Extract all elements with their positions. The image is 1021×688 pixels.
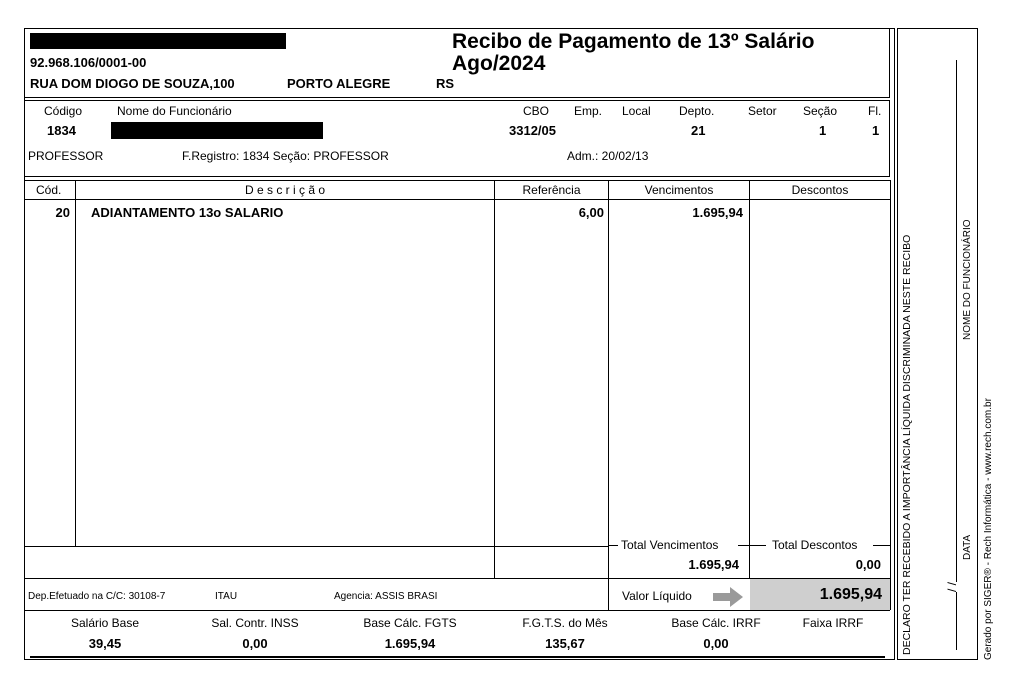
header-cod: Cód.: [36, 183, 62, 197]
employee-secao: 1: [819, 123, 827, 138]
redacted-employee-name: [111, 122, 323, 139]
col-line-5: [890, 180, 891, 610]
base-label-faixa: Faixa IRRF: [802, 616, 864, 630]
declaration-text: DECLARO TER RECEBIDO A IMPORTÂNCIA LÍQUIDA DISCRIMINADA NESTE RECIBO: [901, 234, 913, 655]
company-city: PORTO ALEGRE: [287, 76, 391, 91]
table-bottom-line: [24, 546, 609, 547]
base-label-salario: Salário Base: [70, 616, 140, 630]
label-nome: Nome do Funcionário: [117, 104, 232, 118]
employee-code: 1834: [47, 123, 76, 138]
row-descricao: ADIANTAMENTO 13o SALARIO: [91, 205, 284, 220]
base-value-fgts-mes: 135,67: [545, 636, 585, 651]
row-cod: 20: [55, 205, 70, 220]
employee-admissao: Adm.: 20/02/13: [567, 149, 649, 163]
bases-top-line: [24, 610, 890, 611]
header-descontos: Descontos: [791, 183, 849, 197]
label-setor: Setor: [748, 104, 777, 118]
receipt-period: Ago/2024: [452, 52, 546, 75]
header-descricao: D e s c r i ç ã o: [244, 183, 326, 197]
signature-line: [956, 60, 957, 650]
company-cnpj: 92.968.106/0001-00: [30, 55, 147, 70]
label-codigo: Código: [44, 104, 83, 118]
col-line-4: [749, 180, 750, 578]
employee-depto: 21: [691, 123, 706, 138]
header-vencimentos: Vencimentos: [644, 183, 714, 197]
base-label-inss: Sal. Contr. INSS: [211, 616, 299, 630]
row-referencia: 6,00: [578, 205, 604, 220]
company-address: RUA DOM DIOGO DE SOUZA,100: [30, 76, 235, 91]
totals-line-left: [608, 545, 618, 546]
total-vencimentos-value: 1.695,94: [688, 557, 739, 572]
col-line-2: [494, 180, 495, 578]
deposit-agency: Agencia: ASSIS BRASI: [334, 591, 438, 602]
totals-line-right: [873, 545, 890, 546]
base-label-irrf: Base Cálc. IRRF: [671, 616, 761, 630]
receipt-title: Recibo de Pagamento de 13º Salário: [452, 30, 815, 53]
header-referencia: Referência: [522, 183, 581, 197]
redacted-company-name: [30, 33, 286, 49]
deposit-account: Dep.Efetuado na C/C: 30108-7: [28, 591, 166, 602]
label-emp: Emp.: [574, 104, 603, 118]
total-descontos-label: Total Descontos: [772, 538, 858, 552]
table-header-line: [24, 199, 890, 200]
totals-line-mid: [738, 545, 766, 546]
nome-funcionario-label: NOME DO FUNCIONÁRIO: [962, 219, 973, 340]
total-descontos-value: 0,00: [855, 557, 881, 572]
base-value-irrf: 0,00: [703, 636, 729, 651]
arrow-right-icon: [712, 586, 744, 608]
total-vencimentos-label: Total Vencimentos: [621, 538, 719, 552]
employee-fl: 1: [872, 123, 880, 138]
company-state: RS: [436, 76, 455, 91]
label-secao: Seção: [803, 104, 838, 118]
employee-registro: F.Registro: 1834 Seção: PROFESSOR: [182, 149, 389, 163]
employee-cbo: 3312/05: [509, 123, 556, 138]
data-label: DATA: [962, 534, 973, 560]
label-local: Local: [622, 104, 651, 118]
label-depto: Depto.: [679, 104, 715, 118]
deposit-bank: ITAU: [215, 591, 238, 602]
base-label-fgts: Base Cálc. FGTS: [363, 616, 457, 630]
base-value-inss: 0,00: [242, 636, 268, 651]
valor-liquido-label: Valor Líquido: [622, 589, 692, 603]
base-value-salario: 39,45: [88, 636, 122, 651]
col-line-1: [75, 180, 76, 546]
row-vencimentos: 1.695,94: [692, 205, 743, 220]
employee-role: PROFESSOR: [28, 149, 104, 163]
generator-text: Gerado por SIGER® - Rech Informática - www.rech.com.br: [983, 398, 994, 660]
label-cbo: CBO: [523, 104, 550, 118]
base-label-fgts-mes: F.G.T.S. do Mês: [522, 616, 608, 630]
table-top-line: [24, 180, 890, 181]
label-fl: Fl.: [868, 104, 882, 118]
base-value-fgts: 1.695,94: [384, 636, 436, 651]
date-slashes: / /: [945, 581, 959, 592]
bases-underline: [30, 656, 885, 658]
valor-liquido-value: 1.695,94: [819, 586, 882, 603]
